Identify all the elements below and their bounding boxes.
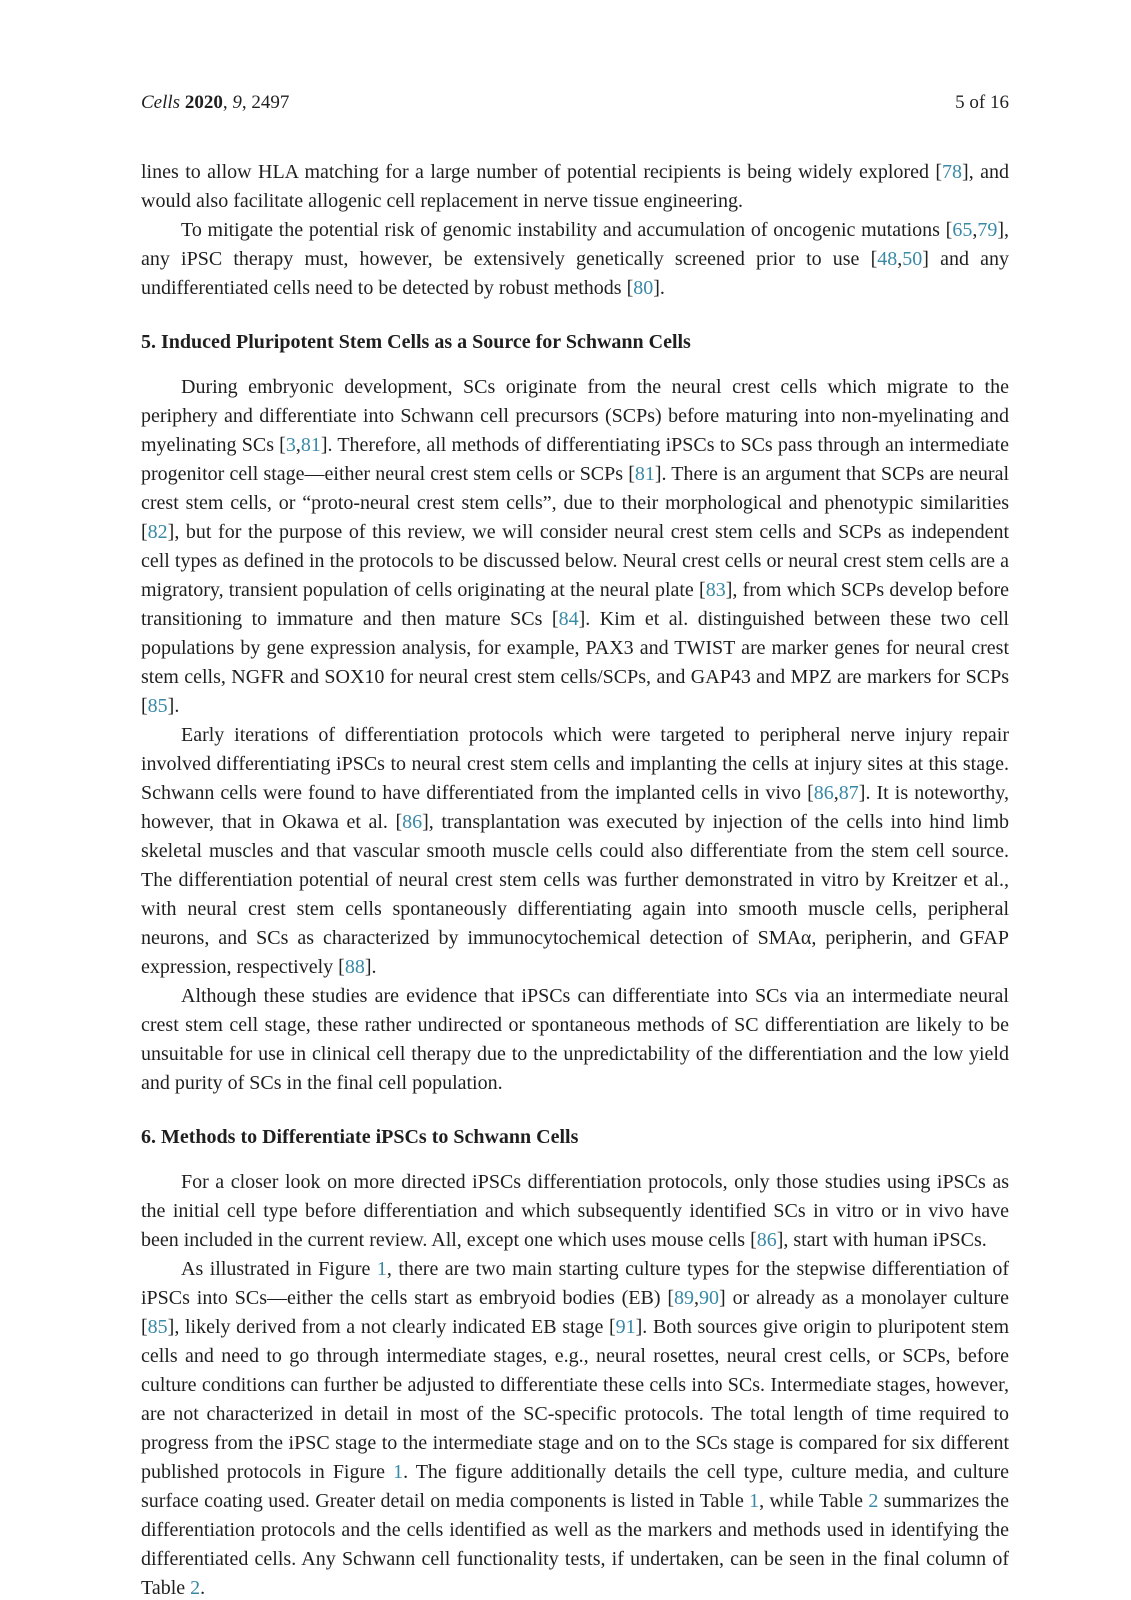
text-run: , while Table — [759, 1490, 869, 1512]
citation-link[interactable]: 48 — [877, 248, 898, 270]
text-run: As illustrated in Figure — [181, 1258, 377, 1280]
citation-link[interactable]: 86 — [813, 782, 834, 804]
text-run: summarizes the differentiation protocols and the cells identified as well as the markers and methods used in identifying the differentiated cells. Any Schwann cell functionality tests, if undertaken, can be seen in the final column of Table — [141, 1490, 1010, 1599]
text-run: , there are two main starting culture types for the stepwise differentiation of iPSCs into SCs—either the cells start as embryoid bodies (EB) [ — [141, 1258, 1009, 1309]
text-run: , — [295, 434, 301, 456]
section-heading-6: 6. Methods to Differentiate iPSCs to Schwann Cells — [141, 1126, 579, 1148]
citation-link[interactable]: 3 — [285, 434, 296, 456]
paragraph-early-iterations — [141, 721, 1009, 982]
text-run: , — [972, 219, 978, 241]
text-run: ]. Both sources give origin to pluripotent stem cells and need to go through intermediate stages, e.g., neural rosettes, neural crest cells, or SCPs, before culture conditions can further be adjusted to differentiate these cells into SCs. Intermediate stages, however, are not characterized in detail in most of the SC-specific protocols. The total length of time required to progress from the iPSC stage to the intermediate stage and on to the SCs stage is compared for six different published protocols in Figure — [141, 1316, 1009, 1483]
citation-link[interactable]: 78 — [942, 161, 963, 183]
journal-name: Cells — [141, 92, 181, 113]
text-run: ]. Therefore, all methods of differentiating iPSCs to SCs pass through an intermediate progenitor cell stage—either neural crest stem cells or SCPs [ — [141, 434, 1009, 485]
citation-link[interactable]: 91 — [615, 1316, 636, 1338]
citation-link[interactable]: 86 — [756, 1229, 777, 1251]
text-run: , — [694, 1287, 700, 1309]
text-run: ], and would also facilitate allogenic cell replacement in nerve tissue engineering. — [141, 161, 1009, 212]
citation-link[interactable]: 2 — [868, 1490, 879, 1512]
text-run: ], but for the purpose of this review, we will consider neural crest stem cells and SCPs as independent cell types as defined in the protocols to be discussed below. Neural crest cells or neural crest stem cells are a migratory, transient population of cells originating at the neural plate [ — [141, 521, 1009, 601]
text-run: ]. — [167, 695, 180, 717]
text-run: ] or already as a monolayer culture [ — [141, 1287, 1009, 1338]
page-header — [141, 92, 1009, 114]
citation-link[interactable]: 81 — [300, 434, 321, 456]
citation-link[interactable]: 89 — [674, 1287, 695, 1309]
citation-link[interactable]: 79 — [977, 219, 998, 241]
journal-volume: 9 — [232, 92, 242, 113]
paragraph-hla-matching — [141, 158, 1009, 216]
citation-link[interactable]: 85 — [147, 1316, 168, 1338]
text-run: ] and any undifferentiated cells need to be detected by robust methods [ — [141, 248, 1009, 299]
citation-link[interactable]: 1 — [393, 1461, 404, 1483]
citation-link[interactable]: 85 — [147, 695, 168, 717]
citation-separator: , — [222, 92, 233, 113]
section-heading-5: 5. Induced Pluripotent Stem Cells as a Source for Schwann Cells — [141, 331, 691, 353]
citation-link[interactable]: 86 — [402, 811, 423, 833]
text-run: , — [897, 248, 903, 270]
text-run: Although these studies are evidence that iPSCs can differentiate into SCs via an intermediate neural crest stem cell stage, these rather undirected or spontaneous methods of SC differentiation are likely to be unsuitable for use in clinical cell therapy due to the unpredictability of the differentiation and the low yield and purity of SCs in the final cell population. — [141, 985, 1009, 1094]
citation-link[interactable]: 88 — [344, 956, 365, 978]
text-run: To mitigate the potential risk of genomic instability and accumulation of oncogenic mutations [ — [181, 219, 953, 241]
text-run: lines to allow HLA matching for a large number of potential recipients is being widely explored [ — [141, 161, 943, 183]
text-run: ]. There is an argument that SCPs are neural crest stem cells, or “proto-neural crest stem cells”, due to their morphological and phenotypic similarities [ — [141, 463, 1009, 543]
text-run: ]. It is noteworthy, however, that in Okawa et al. [ — [141, 782, 1010, 833]
citation-link[interactable]: 80 — [633, 277, 654, 299]
text-run: ]. — [364, 956, 377, 978]
text-run: ]. — [653, 277, 665, 299]
text-run: ], any iPSC therapy must, however, be extensively genetically screened prior to use [ — [141, 219, 1009, 270]
text-run: Early iterations of differentiation protocols which were targeted to peripheral nerve injury repair involved differentiating iPSCs to neural crest stem cells and implanting the cells at injury sites at this stage. Schwann cells were found to have differentiated from the implanted cells in vivo [ — [141, 724, 1009, 804]
citation-link[interactable]: 84 — [558, 608, 579, 630]
text-run: ], start with human iPSCs. — [776, 1229, 987, 1251]
paragraph-although-studies — [141, 982, 1009, 1098]
text-run: ], transplantation was executed by injection of the cells into hind limb skeletal muscles and that vascular smooth muscle cells could also differentiate from the stem cell source. The differentiation potential of neural crest stem cells was further demonstrated in vitro by Kreitzer et al., with neural crest stem cells spontaneously differentiating again into smooth muscle cells, peripheral neurons, and SCs as characterized by immunocytochemical detection of SMAα, peripherin, and GFAP expression, respectively [ — [141, 811, 1010, 978]
page-number: 5 of 16 — [955, 92, 1009, 113]
text-run: , — [833, 782, 839, 804]
text-run: . The figure additionally details the cell type, culture media, and culture surface coating used. Greater detail on media components is listed in Table — [141, 1461, 1010, 1512]
paragraph-closer-look — [141, 1168, 1009, 1255]
citation-link[interactable]: 65 — [952, 219, 973, 241]
citation-link[interactable]: 90 — [699, 1287, 720, 1309]
text-run: . — [200, 1577, 206, 1599]
text-run: ], likely derived from a not clearly indicated EB stage [ — [167, 1316, 616, 1338]
article-number: , 2497 — [241, 92, 290, 113]
paragraph-embryonic-development — [141, 373, 1009, 721]
citation-link[interactable]: 1 — [749, 1490, 760, 1512]
citation-link[interactable]: 83 — [705, 579, 726, 601]
journal-year: 2020 — [180, 92, 223, 113]
journal-citation — [141, 92, 289, 114]
citation-link[interactable]: 2 — [190, 1577, 201, 1599]
citation-link[interactable]: 82 — [147, 521, 168, 543]
text-run: ]. Kim et al. distinguished between these two cell populations by gene expression analysis, for example, PAX3 and TWIST are marker genes for neural crest stem cells, NGFR and SOX10 for neural crest stem cells/SCPs, and GAP43 and MPZ are markers for SCPs [ — [141, 608, 1009, 717]
paragraph-figure-overview — [141, 1255, 1009, 1600]
text-run: During embryonic development, SCs originate from the neural crest cells which migrate to the periphery and differentiate into Schwann cell precursors (SCPs) before maturing into non-myelinating and myelinating SCs [ — [141, 376, 1009, 456]
text-run: For a closer look on more directed iPSCs differentiation protocols, only those studies using iPSCs as the initial cell type before differentiation and which subsequently identified SCs in vitro or in vivo have been included in the current review. All, except one which uses mouse cells [ — [141, 1171, 1009, 1251]
citation-link[interactable]: 1 — [376, 1258, 387, 1280]
text-run: ], from which SCPs develop before transitioning to immature and then mature SCs [ — [141, 579, 1010, 630]
citation-link[interactable]: 87 — [838, 782, 859, 804]
paragraph-genomic-instability — [141, 216, 1009, 303]
citation-link[interactable]: 81 — [634, 463, 655, 485]
citation-link[interactable]: 50 — [902, 248, 923, 270]
